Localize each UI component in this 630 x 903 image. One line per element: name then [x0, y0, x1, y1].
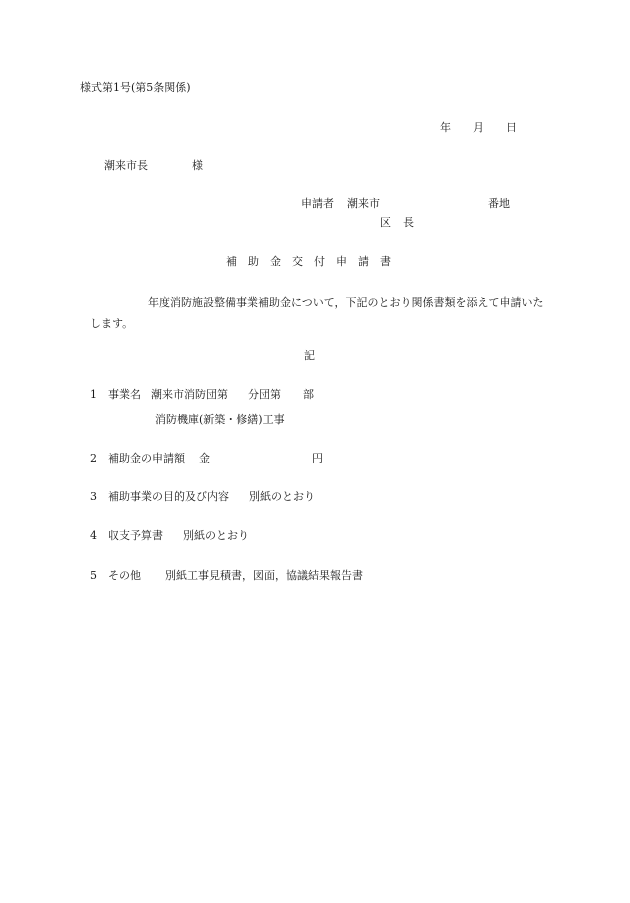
- item-number: 4: [90, 529, 97, 542]
- item-value: 分団第: [248, 388, 281, 401]
- item-value: 別紙のとおり: [249, 490, 315, 503]
- item-3: [90, 490, 315, 504]
- item-4: [90, 529, 249, 543]
- applicant-label: 申請者: [301, 197, 334, 210]
- addressee-honorific: 様: [192, 159, 203, 172]
- item-number: 3: [90, 490, 97, 503]
- applicant-ward-head: [380, 216, 414, 230]
- application-body-text: 年度消防施設整備事業補助金について，下記のとおり関係書類を添えて申請いたします。: [90, 296, 544, 330]
- item-1: [90, 388, 314, 402]
- item-1-subtitle: 消防機庫(新築・修繕)工事: [155, 413, 285, 426]
- ki-heading: 記: [304, 349, 315, 362]
- item-number: 1: [90, 388, 97, 401]
- head-label: 長: [403, 216, 414, 229]
- form-number: 様式第1号(第5条関係): [80, 81, 191, 94]
- item-2: [90, 452, 323, 466]
- document-title: 補助金交付申請書: [226, 255, 402, 268]
- date-month: 月: [473, 121, 484, 134]
- item-number: 5: [90, 569, 97, 582]
- item-label: 補助金の申請額: [108, 452, 185, 465]
- ward-label: 区: [380, 216, 391, 229]
- item-label: 事業名: [108, 388, 141, 401]
- item-value: 円: [312, 452, 323, 465]
- item-5: [90, 569, 363, 583]
- item-value: 別紙のとおり: [183, 529, 249, 542]
- item-label: 収支予算書: [108, 529, 163, 542]
- date-year: 年: [440, 121, 451, 134]
- date-day: 日: [506, 121, 517, 134]
- item-value: 別紙工事見積書，図面，協議結果報告書: [165, 569, 363, 582]
- applicant-address: [301, 197, 510, 211]
- applicant-banchi: 番地: [488, 197, 510, 210]
- application-date: [440, 121, 517, 135]
- item-label: その他: [108, 569, 141, 582]
- applicant-city: 潮来市: [347, 197, 380, 210]
- item-value: 金: [199, 452, 210, 465]
- addressee: [104, 159, 203, 173]
- item-label: 補助事業の目的及び内容: [108, 490, 229, 503]
- item-value: 潮来市消防団第: [151, 388, 228, 401]
- addressee-name: 潮来市長: [104, 159, 148, 172]
- item-value: 部: [303, 388, 314, 401]
- item-number: 2: [90, 452, 97, 465]
